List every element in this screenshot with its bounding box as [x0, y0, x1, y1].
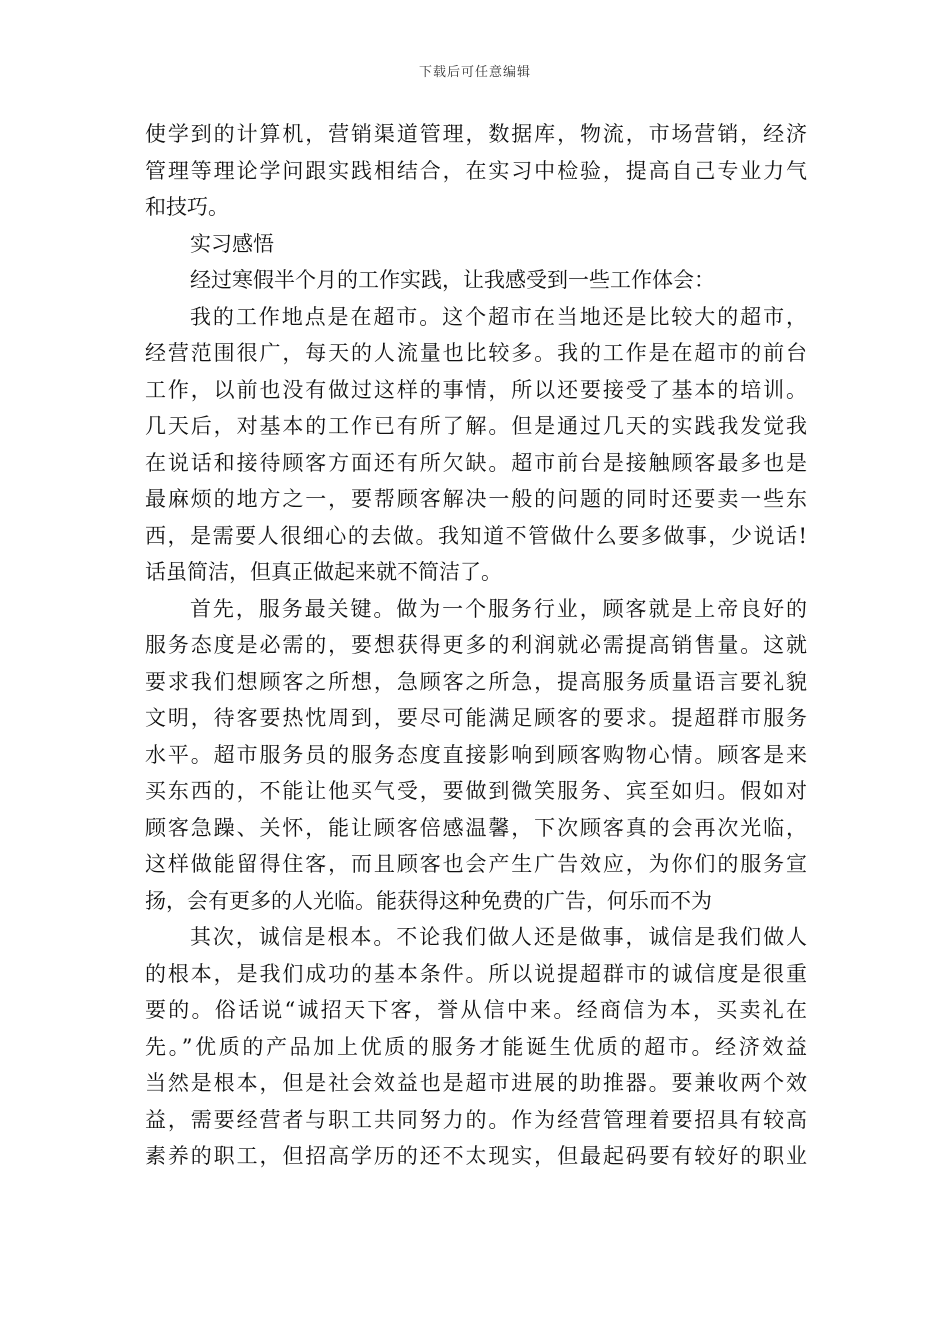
text-line: 其次，诚信是根本。不论我们做人还是做事，诚信是我们做人	[190, 925, 807, 949]
text-line: 顾客急躁、关怀，能让顾客倍感温馨，下次顾客真的会再次光临，	[145, 815, 807, 840]
text-line: 当然是根本，但是社会效益也是超市进展的助推器。要兼收两个效	[145, 1071, 807, 1095]
text-line: 买东西的，不能让他买气受，要做到微笑服务、宾至如归。假如对	[145, 779, 807, 803]
text-line: 素养的职工，但招高学历的还不太现实，但最起码要有较好的职业	[145, 1144, 807, 1168]
text-line: 实习感悟	[190, 231, 274, 256]
text-line: 的根本，是我们成功的基本条件。所以说提超群市的诚信度是很重	[145, 961, 807, 986]
body-text	[145, 116, 807, 1175]
text-line: 在说话和接待顾客方面还有所欠缺。超市前台是接触顾客最多也是	[145, 450, 807, 475]
text-line: 文明，待客要热忱周到，要尽可能满足顾客的要求。提超群市服务	[145, 706, 807, 730]
text-line: 这样做能留得住客，而且顾客也会产生广告效应，为你们的服务宣	[145, 852, 807, 876]
text-line: 水平。超市服务员的服务态度直接影响到顾客购物心情。顾客是来	[145, 742, 807, 767]
text-line: 要求我们想顾客之所想，急顾客之所急，提高服务质量语言要礼貌	[145, 669, 807, 694]
text-line: 经过寒假半个月的工作实践，让我感受到一些工作体会：	[190, 268, 715, 292]
text-line: 话虽简洁，但真正做起来就不简洁了。	[145, 560, 502, 584]
text-line: 和技巧。	[145, 195, 229, 219]
text-line: 服务态度是必需的，要想获得更多的利润就必需提高销售量。这就	[145, 633, 807, 657]
text-line: 最麻烦的地方之一，要帮顾客解决一般的问题的同时还要卖一些东	[145, 487, 807, 511]
text-line: 管理等理论学问跟实践相结合，在实习中检验，提高自己专业力气	[145, 158, 807, 183]
text-line: 西，是需要人很细心的去做。我知道不管做什么要多做事，少说话!	[145, 523, 807, 548]
text-line: 我的工作地点是在超市。这个超市在当地还是比较大的超市，	[190, 304, 807, 329]
text-line: 首先，服务最关键。做为一个服务行业，顾客就是上帝良好的	[190, 596, 807, 621]
text-line: 几天后，对基本的工作已有所了解。但是通过几天的实践我发觉我	[145, 414, 807, 438]
text-line: 工作，以前也没有做过这样的事情，所以还要接受了基本的培训。	[145, 377, 807, 402]
text-line: 扬，会有更多的人光临。能获得这种免费的广告，何乐而不为	[145, 888, 712, 913]
text-line: 益，需要经营者与职工共同努力的。作为经营管理着要招具有较高	[145, 1107, 807, 1132]
text-line: 经营范围很广，每天的人流量也比较多。我的工作是在超市的前台	[145, 341, 807, 365]
text-line: 先。”优质的产品加上优质的服务才能诞生优质的超市。经济效益	[145, 1034, 807, 1059]
text-line: 使学到的计算机，营销渠道管理，数据库，物流，市场营销，经济	[145, 122, 807, 146]
text-line: 要的。俗话说“诚招天下客，誉从信中来。经商信为本，买卖礼在	[145, 998, 807, 1022]
page-header: 下载后可任意编辑	[418, 65, 531, 80]
